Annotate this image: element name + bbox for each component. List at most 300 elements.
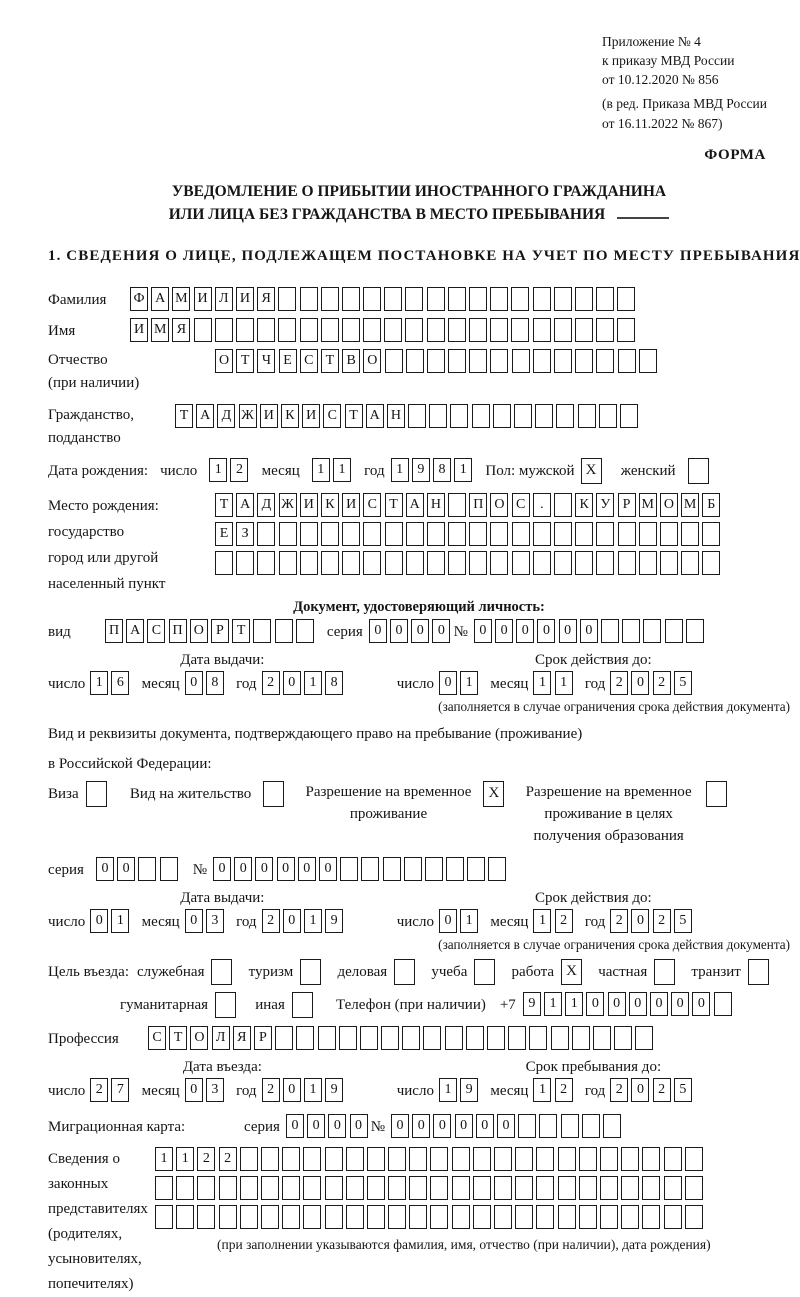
char-box: [430, 1176, 448, 1200]
edition-line-1: (в ред. Приказа МВД России: [602, 96, 767, 112]
issue-date-label: Дата выдачи:: [180, 652, 265, 669]
char-box: 0: [185, 671, 203, 695]
char-box: Ж: [239, 404, 257, 428]
char-box: 8: [325, 671, 343, 695]
char-box: [406, 349, 424, 373]
char-box: А: [406, 493, 424, 517]
char-box: X: [483, 781, 504, 807]
char-box: 0: [369, 619, 387, 643]
entry-date-label: Дата въезда:: [182, 1059, 262, 1076]
temp-residence-education-checkbox: [706, 781, 730, 807]
residence-validity-note: (заполняется в случае ограничения срока действия документа): [438, 937, 790, 953]
char-box: [490, 349, 508, 373]
char-box: 0: [350, 1114, 368, 1138]
char-box: [325, 1205, 343, 1229]
char-box: 0: [432, 619, 450, 643]
char-box: [596, 349, 614, 373]
char-box: [321, 522, 339, 546]
form-title-line-2: ИЛИ ЛИЦА БЕЗ ГРАЖДАНСТВА В МЕСТО ПРЕБЫВАНИЯ: [168, 206, 606, 224]
char-box: [321, 318, 339, 342]
doc-number-boxes: [474, 619, 707, 643]
char-box: [554, 493, 572, 517]
char-box: [622, 619, 640, 643]
birth-date-day-label: число: [160, 463, 198, 480]
char-box: [601, 619, 619, 643]
purpose-option-tourism: туризм: [249, 959, 325, 986]
char-box: [257, 551, 275, 575]
char-box: [639, 522, 657, 546]
purpose-tourism-checkbox: [300, 959, 324, 985]
char-box: [385, 551, 403, 575]
char-box: 1: [533, 1078, 551, 1102]
char-box: [296, 619, 314, 643]
char-box: [685, 1205, 703, 1229]
char-box: [469, 522, 487, 546]
char-box: [342, 551, 360, 575]
char-box: 0: [234, 857, 252, 881]
char-box: [346, 1205, 364, 1229]
char-box: [279, 551, 297, 575]
appendix-line-2: к приказу МВД России: [602, 53, 735, 69]
char-box: 0: [213, 857, 231, 881]
char-box: [240, 1147, 258, 1171]
char-box: Е: [279, 349, 297, 373]
char-box: [681, 551, 699, 575]
char-box: [554, 551, 572, 575]
char-box: 0: [412, 1114, 430, 1138]
char-box: [514, 404, 532, 428]
char-box: [427, 551, 445, 575]
char-box: 9: [412, 458, 430, 482]
char-box: [452, 1176, 470, 1200]
char-box: 2: [90, 1078, 108, 1102]
char-box: [363, 287, 381, 311]
char-box: 3: [206, 909, 224, 933]
char-box: Ф: [130, 287, 148, 311]
purpose-option-work: работа X: [512, 959, 586, 986]
birth-place-row-2: [215, 522, 724, 546]
char-box: Я: [257, 287, 275, 311]
char-box: 0: [516, 619, 534, 643]
char-box: [490, 318, 508, 342]
char-box: Б: [702, 493, 720, 517]
char-box: [579, 1205, 597, 1229]
char-box: [664, 1205, 682, 1229]
char-box: [515, 1147, 533, 1171]
temp-residence-checkbox: [483, 781, 507, 807]
char-box: [452, 1147, 470, 1171]
char-box: 0: [328, 1114, 346, 1138]
char-box: [467, 857, 485, 881]
temp-residence-label: Разрешение на временное проживание: [305, 784, 472, 823]
char-box: [138, 857, 156, 881]
char-box: О: [660, 493, 678, 517]
char-box: 1: [176, 1147, 194, 1171]
entry-day-boxes: [90, 1078, 132, 1105]
char-box: 2: [610, 1078, 628, 1102]
birth-date-label: Дата рождения:: [48, 463, 149, 480]
birth-place-label: Место рождения: государство город или другой населенный пункт: [48, 498, 166, 593]
char-box: [215, 992, 236, 1018]
char-box: [561, 1114, 579, 1138]
migration-card-label: Миграционная карта:: [48, 1119, 186, 1136]
birth-date-year-boxes: [391, 458, 476, 482]
char-box: [388, 1147, 406, 1171]
char-box: [469, 287, 487, 311]
name-label: Имя: [48, 323, 76, 340]
char-box: [558, 1205, 576, 1229]
char-box: [430, 1147, 448, 1171]
representatives-row-1: [155, 1147, 711, 1171]
char-box: 1: [304, 671, 322, 695]
char-box: [554, 522, 572, 546]
char-box: [406, 551, 424, 575]
char-box: [194, 318, 212, 342]
char-box: [155, 1176, 173, 1200]
char-box: [579, 1176, 597, 1200]
char-box: 1: [111, 909, 129, 933]
char-box: 1: [155, 1147, 173, 1171]
visa-label: Виза: [48, 786, 79, 803]
char-box: [582, 1114, 600, 1138]
char-box: [536, 1147, 554, 1171]
char-box: [494, 1176, 512, 1200]
visa-checkbox: [86, 781, 110, 807]
char-box: Т: [385, 493, 403, 517]
identity-doc-dates: Дата выдачи: число 1 6 месяц 0 8 год 2 0 1 8 Срок действия до: число 0 1 месяц 1 1 год 2 0 2 5: [48, 652, 790, 698]
char-box: [303, 1205, 321, 1229]
representatives-row-2: [155, 1176, 711, 1200]
char-box: 0: [117, 857, 135, 881]
char-box: [261, 1205, 279, 1229]
char-box: Я: [172, 318, 190, 342]
char-box: [236, 318, 254, 342]
char-box: [654, 959, 675, 985]
migration-number-boxes: [391, 1114, 624, 1138]
char-box: [278, 318, 296, 342]
char-box: [292, 992, 313, 1018]
char-box: [556, 404, 574, 428]
char-box: [325, 1147, 343, 1171]
identity-doc-type-row: [48, 619, 790, 646]
char-box: 1: [312, 458, 330, 482]
char-box: 8: [206, 671, 224, 695]
char-box: [450, 404, 468, 428]
char-box: [600, 1176, 618, 1200]
char-box: 0: [559, 619, 577, 643]
purpose-business-checkbox: [394, 959, 418, 985]
char-box: [490, 522, 508, 546]
migration-series-boxes: [286, 1114, 371, 1138]
title-blank-line: [617, 217, 669, 219]
char-box: [360, 1026, 378, 1050]
char-box: [253, 619, 271, 643]
char-box: [340, 857, 358, 881]
char-box: [155, 1205, 173, 1229]
valid-month-boxes: [533, 671, 575, 698]
char-box: С: [147, 619, 165, 643]
char-box: 0: [439, 671, 457, 695]
char-box: 1: [544, 992, 562, 1016]
char-box: [558, 1176, 576, 1200]
char-box: У: [596, 493, 614, 517]
residence-doc-intro-1: Вид и реквизиты документа, подтверждающего право на пребывание (проживание): [48, 726, 583, 743]
char-box: 2: [653, 1078, 671, 1102]
char-box: [466, 1026, 484, 1050]
char-box: [473, 1205, 491, 1229]
profession-boxes: [148, 1026, 657, 1050]
char-box: И: [236, 287, 254, 311]
char-box: [300, 959, 321, 985]
residence-issue-date-label: Дата выдачи:: [180, 890, 265, 907]
residence-series-boxes: [96, 857, 181, 881]
phone-prefix: +7: [499, 997, 516, 1014]
char-box: [296, 1026, 314, 1050]
char-box: [263, 781, 284, 807]
char-box: [160, 857, 178, 881]
char-box: А: [196, 404, 214, 428]
char-box: [702, 522, 720, 546]
char-box: 0: [307, 1114, 325, 1138]
char-box: 0: [286, 1114, 304, 1138]
migration-number-label: №: [370, 1119, 385, 1136]
char-box: 1: [209, 458, 227, 482]
purpose-option-humanitarian: гуманитарная: [120, 992, 239, 1019]
migration-series-label: серия: [244, 1119, 280, 1136]
char-box: Ж: [279, 493, 297, 517]
char-box: [599, 404, 617, 428]
sex-female-checkbox: [688, 458, 712, 484]
char-box: [427, 287, 445, 311]
char-box: [533, 287, 551, 311]
char-box: 0: [692, 992, 710, 1016]
residence-doc-intro-2: в Российской Федерации:: [48, 756, 212, 773]
char-box: О: [363, 349, 381, 373]
char-box: [554, 349, 572, 373]
issue-year-boxes: [262, 671, 347, 698]
char-box: [664, 1147, 682, 1171]
char-box: [535, 404, 553, 428]
char-box: М: [681, 493, 699, 517]
representatives-label: Сведения о законных представителях (родителях, усыновителях, попечителях): [48, 1151, 148, 1293]
char-box: [533, 551, 551, 575]
char-box: К: [321, 493, 339, 517]
char-box: [448, 493, 466, 517]
char-box: М: [172, 287, 190, 311]
char-box: 1: [304, 1078, 322, 1102]
char-box: 0: [439, 909, 457, 933]
form-title-line-1: УВЕДОМЛЕНИЕ О ПРИБЫТИИ ИНОСТРАННОГО ГРАЖДАНИНА: [171, 182, 667, 200]
birth-date-day-boxes: [209, 458, 251, 482]
char-box: 0: [631, 1078, 649, 1102]
char-box: Т: [321, 349, 339, 373]
char-box: В: [342, 349, 360, 373]
char-box: [346, 1147, 364, 1171]
char-box: X: [561, 959, 582, 985]
char-box: [409, 1147, 427, 1171]
char-box: [448, 287, 466, 311]
char-box: [706, 781, 727, 807]
char-box: 6: [111, 671, 129, 695]
char-box: Т: [345, 404, 363, 428]
identity-doc-heading: Документ, удостоверяющий личность:: [293, 599, 545, 616]
char-box: Л: [215, 287, 233, 311]
char-box: 1: [460, 671, 478, 695]
stay-until-label: Срок пребывания до:: [525, 1059, 662, 1076]
char-box: 2: [262, 1078, 280, 1102]
char-box: [429, 404, 447, 428]
char-box: [515, 1205, 533, 1229]
sex-male-checkbox: [581, 458, 605, 484]
char-box: [642, 1205, 660, 1229]
char-box: 2: [610, 671, 628, 695]
birth-date-month-label: месяц: [261, 463, 300, 480]
char-box: 0: [277, 857, 295, 881]
char-box: [702, 551, 720, 575]
name-boxes: [130, 318, 639, 342]
char-box: [257, 522, 275, 546]
char-box: 0: [537, 619, 555, 643]
char-box: [685, 1147, 703, 1171]
char-box: П: [169, 619, 187, 643]
residence-issue-month-boxes: [185, 909, 227, 936]
char-box: [300, 522, 318, 546]
char-box: [686, 619, 704, 643]
char-box: [342, 522, 360, 546]
char-box: [219, 1176, 237, 1200]
char-box: 0: [298, 857, 316, 881]
char-box: [621, 1176, 639, 1200]
char-box: [539, 1114, 557, 1138]
char-box: [394, 959, 415, 985]
char-box: [219, 1205, 237, 1229]
char-box: И: [130, 318, 148, 342]
char-box: 2: [653, 671, 671, 695]
char-box: С: [363, 493, 381, 517]
char-box: [469, 349, 487, 373]
purpose-option-business: деловая: [337, 959, 418, 986]
char-box: [342, 287, 360, 311]
char-box: 0: [390, 619, 408, 643]
char-box: 0: [631, 909, 649, 933]
citizenship-label: Гражданство, подданство: [48, 407, 135, 447]
char-box: 0: [650, 992, 668, 1016]
char-box: 7: [111, 1078, 129, 1102]
residence-permit-label: Вид на жительство: [129, 786, 252, 803]
char-box: [596, 522, 614, 546]
char-box: [405, 318, 423, 342]
char-box: [86, 781, 107, 807]
char-box: [321, 287, 339, 311]
char-box: П: [469, 493, 487, 517]
char-box: [593, 1026, 611, 1050]
char-box: [596, 551, 614, 575]
char-box: М: [151, 318, 169, 342]
char-box: [423, 1026, 441, 1050]
forma-label: ФОРМА: [704, 146, 766, 163]
doc-number-label: №: [453, 624, 468, 641]
purpose-row-2: [48, 992, 790, 1019]
char-box: [575, 551, 593, 575]
char-box: [278, 287, 296, 311]
char-box: [303, 1147, 321, 1171]
char-box: 0: [629, 992, 647, 1016]
char-box: [575, 318, 593, 342]
char-box: [408, 404, 426, 428]
purpose-other-checkbox: [292, 992, 316, 1018]
char-box: 9: [523, 992, 541, 1016]
issue-day-boxes: [90, 671, 132, 698]
purpose-study-checkbox: [474, 959, 498, 985]
char-box: [511, 287, 529, 311]
char-box: [409, 1205, 427, 1229]
char-box: [409, 1176, 427, 1200]
char-box: [642, 1176, 660, 1200]
char-box: [236, 551, 254, 575]
purpose-option-study: учеба: [431, 959, 498, 986]
char-box: 2: [555, 1078, 573, 1102]
char-box: [600, 1205, 618, 1229]
char-box: [488, 857, 506, 881]
char-box: Д: [257, 493, 275, 517]
char-box: 9: [325, 909, 343, 933]
char-box: [406, 522, 424, 546]
char-box: [474, 959, 495, 985]
char-box: 0: [255, 857, 273, 881]
residence-doc-dates: Дата выдачи: число 0 1 месяц 0 3 год 2 0 1 9 Срок действия до: число 0 1 месяц 1 2 год 2 0 2 5: [48, 890, 790, 936]
char-box: [385, 522, 403, 546]
char-box: [303, 1176, 321, 1200]
char-box: 1: [304, 909, 322, 933]
residence-number-boxes: [213, 857, 510, 881]
char-box: [384, 318, 402, 342]
phone-boxes: [523, 992, 735, 1016]
char-box: 0: [391, 1114, 409, 1138]
char-box: [635, 1026, 653, 1050]
char-box: [261, 1147, 279, 1171]
char-box: А: [151, 287, 169, 311]
char-box: [425, 857, 443, 881]
char-box: [515, 1176, 533, 1200]
char-box: [321, 551, 339, 575]
char-box: Т: [175, 404, 193, 428]
char-box: [490, 287, 508, 311]
purpose-humanitarian-checkbox: [215, 992, 239, 1018]
name-row: [48, 318, 790, 345]
char-box: И: [194, 287, 212, 311]
char-box: [536, 1176, 554, 1200]
migration-card-row: [48, 1114, 790, 1141]
char-box: 1: [454, 458, 472, 482]
char-box: [572, 1026, 590, 1050]
char-box: [388, 1176, 406, 1200]
char-box: 1: [460, 909, 478, 933]
char-box: [621, 1147, 639, 1171]
char-box: 2: [262, 909, 280, 933]
char-box: [554, 318, 572, 342]
char-box: [275, 619, 293, 643]
char-box: [487, 1026, 505, 1050]
birth-place-row: [48, 493, 790, 597]
char-box: Н: [427, 493, 445, 517]
appendix-line-1: Приложение № 4: [602, 34, 701, 49]
char-box: Л: [212, 1026, 230, 1050]
char-box: [494, 1147, 512, 1171]
char-box: [318, 1026, 336, 1050]
char-box: [558, 1147, 576, 1171]
char-box: 0: [283, 1078, 301, 1102]
char-box: [578, 404, 596, 428]
